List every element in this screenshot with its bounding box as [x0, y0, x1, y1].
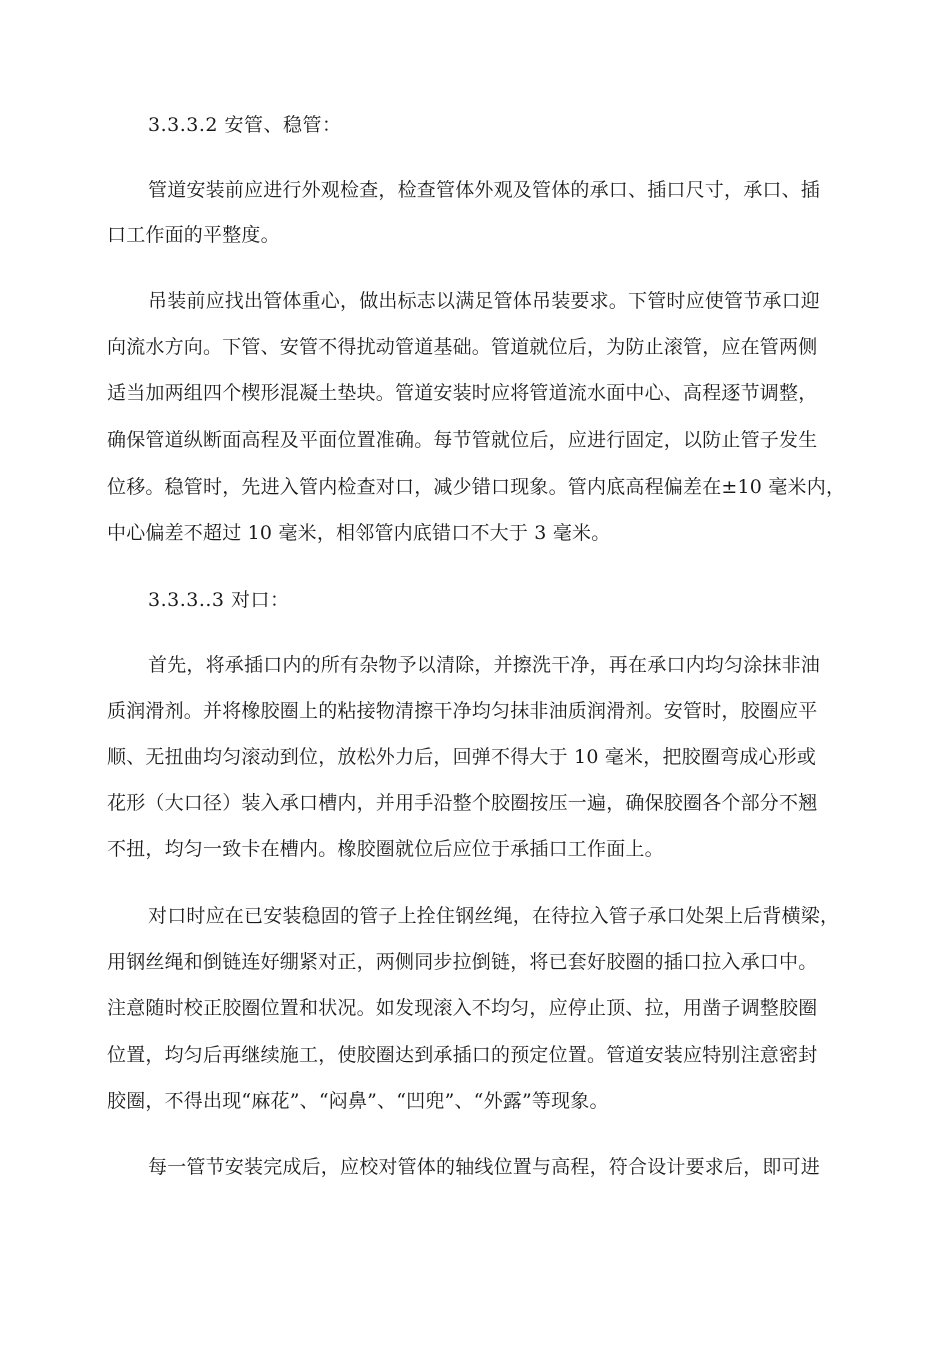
paragraph-line: 质润滑剂。并将橡胶圈上的粘接物清擦干净均匀抹非油质润滑剂。安管时，胶圈应平 [107, 700, 818, 722]
paragraph-line: 花形（大口径）装入承口槽内，并用手沿整个胶圈按压一遍，确保胶圈各个部分不翘 [107, 792, 818, 814]
paragraph-line: 每一管节安装完成后，应校对管体的轴线位置与高程，符合设计要求后，即可进 [148, 1156, 821, 1178]
paragraph-line: 注意随时校正胶圈位置和状况。如发现滚入不均匀，应停止顶、拉，用凿子调整胶圈 [107, 997, 818, 1019]
paragraph-line: 确保管道纵断面高程及平面位置准确。每节管就位后，应进行固定，以防止管子发生 [107, 429, 818, 451]
paragraph-line: 向流水方向。下管、安管不得扰动管道基础。管道就位后，为防止滚管，应在管两侧 [107, 336, 818, 358]
paragraph-line: 首先，将承插口内的所有杂物予以清除，并擦洗干净，再在承口内均匀涂抹非油 [148, 654, 821, 676]
section-heading-3-3-3-2: 3.3.3.2 安管、稳管： [148, 114, 342, 136]
paragraph-line: 用钢丝绳和倒链连好绷紧对正，两侧同步拉倒链，将已套好胶圈的插口拉入承口中。 [107, 951, 818, 973]
paragraph-line: 位置，均匀后再继续施工，使胶圈达到承插口的预定位置。管道安装应特别注意密封 [107, 1044, 818, 1066]
paragraph-line: 管道安装前应进行外观检查，检查管体外观及管体的承口、插口尺寸，承口、插 [148, 179, 821, 201]
paragraph-line: 中心偏差不超过 10 毫米，相邻管内底错口不大于 3 毫米。 [107, 522, 611, 544]
paragraph-line: 口工作面的平整度。 [107, 224, 280, 246]
paragraph-line: 顺、无扭曲均匀滚动到位，放松外力后，回弹不得大于 10 毫米，把胶圈弯成心形或 [107, 746, 817, 768]
paragraph-line: 对口时应在已安装稳固的管子上拴住钢丝绳，在待拉入管子承口处架上后背横梁， [148, 905, 840, 927]
paragraph-line: 不扭，均匀一致卡在槽内。橡胶圈就位后应位于承插口工作面上。 [107, 838, 664, 860]
paragraph-line: 位移。稳管时，先进入管内检查对口，减少错口现象。管内底高程偏差在±10 毫米内， [107, 476, 846, 498]
paragraph-line: 吊装前应找出管体重心，做出标志以满足管体吊装要求。下管时应使管节承口迎 [148, 290, 821, 312]
section-heading-3-3-3-3: 3.3.3..3 对口： [148, 589, 290, 611]
paragraph-line: 适当加两组四个楔形混凝土垫块。管道安装时应将管道流水面中心、高程逐节调整， [107, 382, 818, 404]
paragraph-line: 胶圈，不得出现“麻花”、“闷鼻”、“凹兜”、“外露”等现象。 [107, 1090, 609, 1112]
